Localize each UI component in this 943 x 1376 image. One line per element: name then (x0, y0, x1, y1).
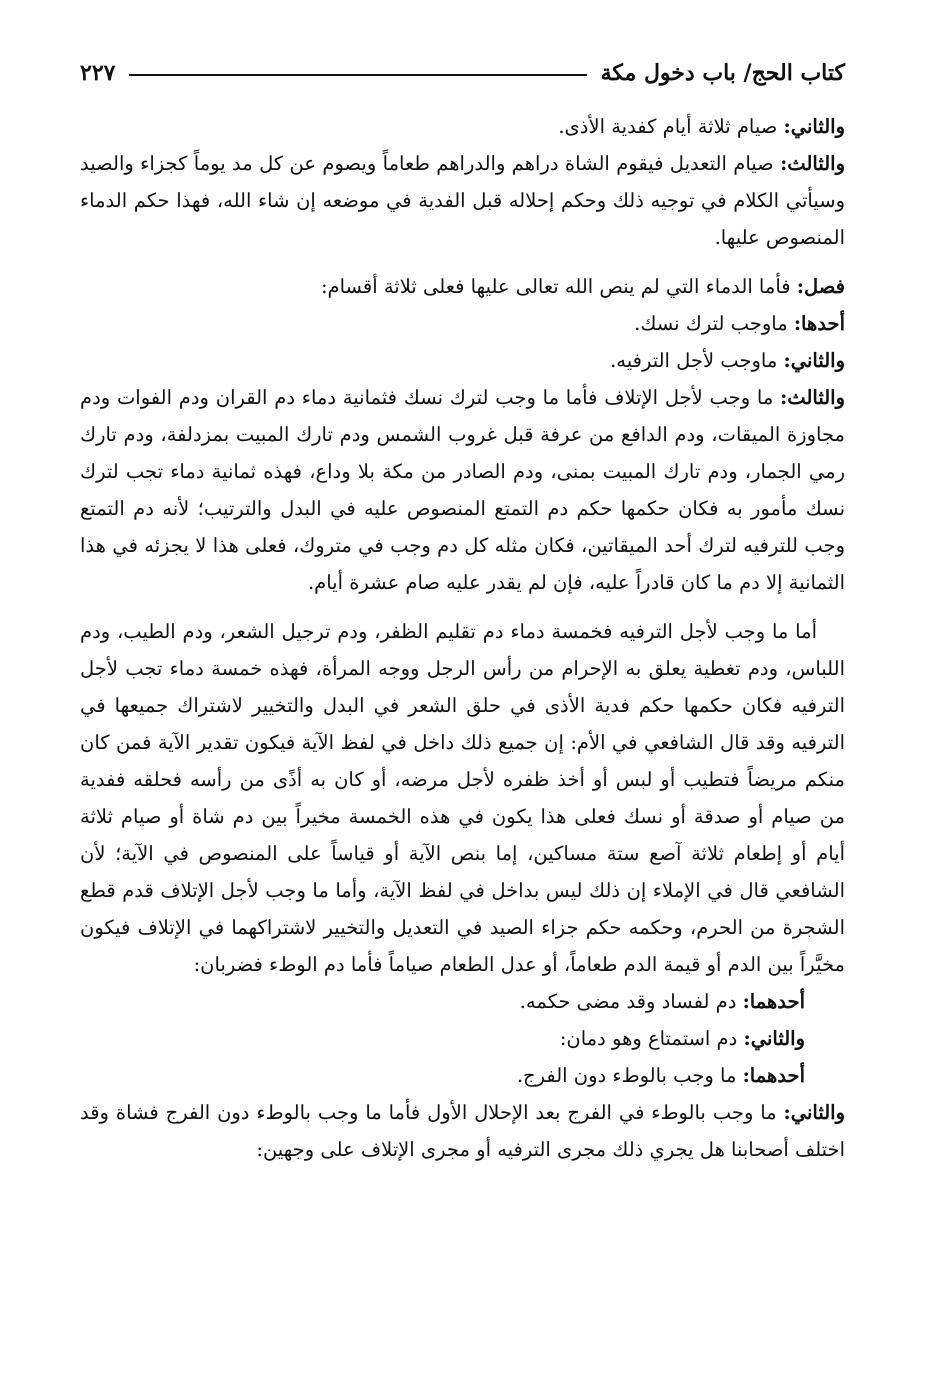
paragraph-text: دم لفساد وقد مضى حكمه. (519, 990, 743, 1013)
paragraph-label: أحدها: (793, 312, 845, 335)
paragraph-text: فأما الدماء التي لم ينص الله تعالى عليها فعلى ثلاثة أقسام: (320, 275, 797, 298)
paragraph-label: والثاني: (783, 115, 845, 138)
paragraph-label: أحدهما: (742, 1064, 805, 1087)
paragraph (80, 1057, 845, 1094)
paragraph (80, 1020, 845, 1057)
paragraph-label: والثاني: (783, 1101, 845, 1124)
paragraph-label: والثالث: (780, 152, 845, 175)
paragraph (80, 342, 845, 379)
paragraph (80, 108, 845, 145)
paragraph-text: ما وجب بالوطء دون الفرج. (516, 1064, 743, 1087)
paragraph-label: والثاني: (783, 349, 845, 372)
header-rule (129, 74, 586, 76)
paragraph (80, 305, 845, 342)
paragraph-label: أحدهما: (742, 990, 805, 1013)
running-header (80, 52, 845, 86)
section-heading-paragraph (80, 268, 845, 305)
paragraph-label: والثالث: (780, 386, 845, 409)
paragraph-text: صيام ثلاثة أيام كفدية الأذى. (558, 115, 784, 138)
paragraph-text: ماوجب لترك نسك. (634, 312, 794, 335)
paragraph (80, 145, 845, 256)
paragraph (80, 613, 845, 983)
paragraph-text: أما ما وجب لأجل الترفيه فخمسة دماء دم تقليم الظفر، ودم ترجيل الشعر، ودم الطيب، ودم اللباس، ودم تغطية يعلق به الإحرام من رأس الرجل ووجه المرأة، فهذه خمسة دماء تجب لأجل الترفيه فكان حكمها حكم فدية الأذى في حلق الشعر في البدل والتخيير لاشتراك جميعها في الترفيه وقد قال الشافعي في الأم: إن جميع ذلك داخل في لفظ الآية فيكون تقدير الآية فمن كان منكم مريضاً فتطيب أو لبس أو أخذ ظفره لأجل مرضه، أو كان به أذًى من رأسه فحلقه ففدية من صيام أو صدقة أو نسك فعلى هذا يكون في هذه الخمسة مخيراً بين دم شاة أو صيام ثلاثة أيام أو إطعام ثلاثة آصع ستة مساكين، إما بنص الآية أو قياساً على المنصوص في الآية؛ لأن الشافعي قال في الإملاء إن ذلك ليس بداخل في لفظ الآية، وأما ما وجب لأجل الإتلاف قدم قطع الشجرة من الحرم، وحكمه حكم جزاء الصيد في التعديل والتخيير لاشتراكهما في الإتلاف فيكون مخيَّراً بين الدم أو قيمة الدم طعاماً، أو عدل الطعام صياماً فأما دم الوطء فضربان: (80, 620, 845, 976)
paragraph-text: ما وجب بالوطء في الفرج بعد الإحلال الأول فأما ما وجب بالوطء دون الفرج فشاة وقد اختلف أصحابنا هل يجري ذلك مجرى الترفيه أو مجرى الإتلاف على وجهين: (80, 1101, 845, 1161)
paragraph-text: ماوجب لأجل الترفيه. (610, 349, 784, 372)
paragraph-text: صيام التعديل فيقوم الشاة دراهم والدراهم طعاماً ويصوم عن كل مد يوماً كجزاء والصيد وسيأتي الكلام في توجيه ذلك وحكم إحلاله قبل الفدية في موضعه إن شاء الله، فهذا حكم الدماء المنصوص عليها. (80, 152, 845, 249)
paragraph-text: ما وجب لأجل الإتلاف فأما ما وجب لترك نسك فثمانية دماء دم القران ودم الفوات ودم مجاوزة الميقات، ودم الدافع من عرفة قبل غروب الشمس ودم تارك المبيت بمزدلفة، ودم تارك رمي الجمار، ودم تارك المبيت بمنى، ودم الصادر من مكة بلا وداع، فهذه ثمانية دماء تجب لترك نسك مأمور به فكان حكمها حكم دم التمتع المنصوص عليه في البدل والترتيب؛ لأنه دم التمتع وجب للترفيه لترك أحد الميقاتين، فكان مثله كل دم وجب في متروك، فعلى هذا لا يجزئه في هذا الثمانية إلا دم ما كان قادراً عليه، فإن لم يقدر عليه صام عشرة أيام. (80, 386, 845, 594)
document-page (80, 52, 845, 1168)
book-title: كتاب الحج/ باب دخول مكة (600, 60, 845, 86)
paragraph (80, 1094, 845, 1168)
paragraph-text: دم استمتاع وهو دمان: (559, 1027, 744, 1050)
page-number: ٢٢٧ (80, 60, 116, 86)
section-label: فصل: (796, 275, 845, 298)
paragraph (80, 983, 845, 1020)
paragraph (80, 379, 845, 601)
paragraph-label: والثاني: (743, 1027, 805, 1050)
body-text (80, 108, 845, 1168)
